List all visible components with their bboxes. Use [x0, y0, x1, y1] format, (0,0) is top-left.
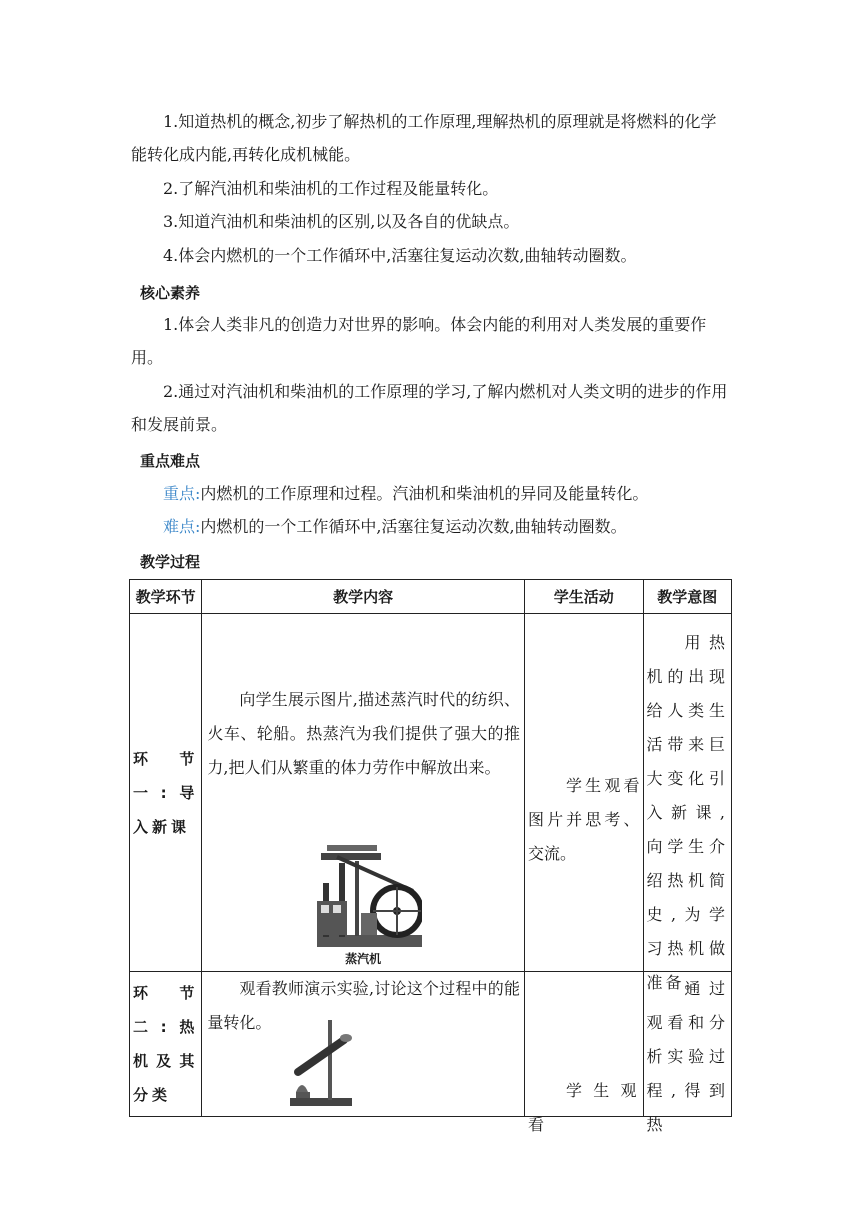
column-header-activity: 学生活动	[524, 580, 643, 614]
column-header-intent: 教学意图	[643, 580, 731, 614]
table-header-row	[130, 580, 732, 614]
objective-3: 3.知道汽油机和柴油机的区别,以及各自的优缺点。	[163, 212, 520, 231]
focus-label: 重点:	[163, 484, 201, 503]
activity-text: 学生观看	[527, 1081, 640, 1134]
column-header-stage: 教学环节	[130, 580, 202, 614]
objective-4: 4.体会内燃机的一个工作循环中,活塞往复运动次数,曲轴转动圈数。	[163, 246, 637, 265]
table-row	[130, 614, 732, 972]
content-cell	[202, 972, 525, 1117]
objective-2: 2.了解汽油机和柴油机的工作过程及能量转化。	[163, 179, 499, 198]
focus-text: 内燃机的工作原理和过程。汽油机和柴油机的异同及能量转化。	[200, 484, 649, 503]
content-text: 观看教师演示实验,讨论这个过程中的能量转化。	[207, 979, 520, 1032]
activity-text: 学生观看图片并思考、交流。	[527, 776, 640, 863]
difficulty-line	[131, 510, 731, 543]
objective-1: 1.知道热机的概念,初步了解热机的工作原理,理解热机的原理就是将燃料的化学能转化成内能,再转化成机械能。	[131, 112, 717, 164]
stage-cell	[130, 972, 202, 1117]
intent-text: 用热机的出现给人类生活带来巨大变化引入新课,向学生介绍热机简史,为学习热机做准备。	[646, 633, 728, 992]
core-literacy-item-1: 1.体会人类非凡的创造力对世界的影响。体会内能的利用对人类发展的重要作用。	[131, 315, 707, 367]
activity-cell	[524, 972, 643, 1134]
intent-cell	[643, 972, 731, 1134]
figure-caption: 蒸汽机	[345, 952, 382, 966]
activity-cell	[524, 614, 643, 972]
content-text: 向学生展示图片,描述蒸汽时代的纺织、火车、轮船。热蒸汽为我们提供了强大的推力,把人们从繁重的体力劳作中解放出来。	[207, 690, 520, 777]
stage-name: 环节一:导入新课	[133, 749, 199, 836]
difficulty-label: 难点:	[163, 517, 201, 536]
focus-line	[131, 477, 731, 510]
steam-engine-illustration	[317, 843, 422, 949]
core-literacy-heading: 核心素养	[140, 284, 201, 302]
intent-cell	[643, 614, 731, 992]
process-heading: 教学过程	[140, 553, 201, 571]
key-points-heading: 重点难点	[140, 452, 201, 470]
core-literacy-item-2: 2.通过对汽油机和柴油机的工作原理的学习,了解内燃机对人类文明的进步的作用和发展前景。	[131, 382, 728, 434]
intent-text: 通过观看和分析实验过程,得到热	[646, 979, 728, 1134]
content-cell	[202, 614, 525, 972]
difficulty-text: 内燃机的一个工作循环中,活塞往复运动次数,曲轴转动圈数。	[200, 517, 627, 536]
table-row	[130, 972, 732, 1117]
experiment-apparatus-illustration	[288, 1020, 358, 1108]
process-table	[129, 579, 732, 1134]
stage-name: 环节二:热机及其分类	[133, 984, 199, 1104]
stage-cell	[130, 614, 202, 972]
column-header-content: 教学内容	[202, 580, 525, 614]
